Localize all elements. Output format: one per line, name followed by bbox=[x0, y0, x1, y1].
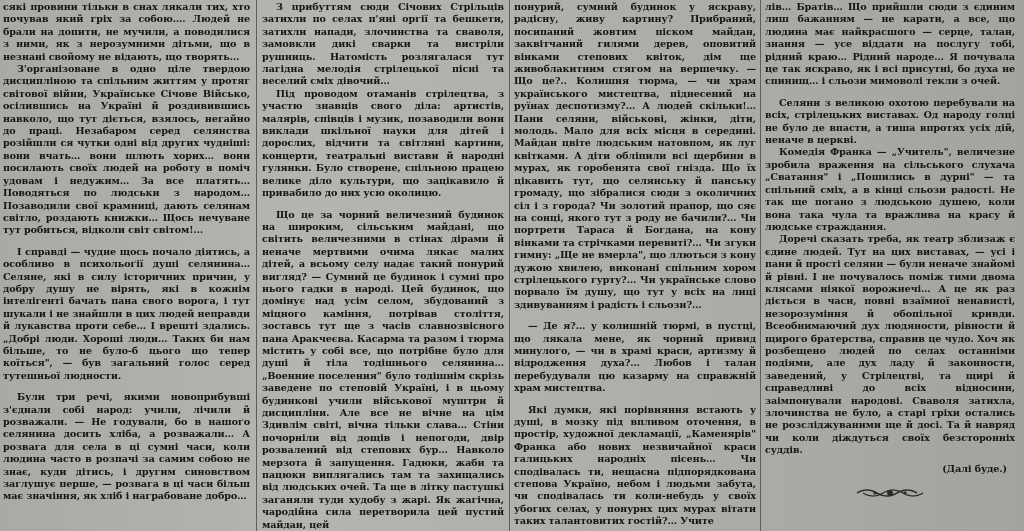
paragraph: — Де я?… у колишній тюрмі, в пустці, що лякала мене, як чорний привид минулого, — чи в храмі краси, артизму й відродження духа?… Любов і талан перебудували цю казарму на справжній храм мистецтва. bbox=[514, 321, 756, 395]
to-be-continued-note: (Далі буде.) bbox=[942, 463, 1007, 475]
paragraph: Комедія Франка — „Учитель", величезне зробила враження на сільського слухача „Сватання" і „Пошились в дурні" — та спільний сміх, а в кінці сльози радості. Не так ще погано з людською душею, коли вона така чула та вражлива на красу й людське страждання. bbox=[765, 147, 1015, 233]
column-3 bbox=[514, 2, 756, 531]
column-divider bbox=[760, 0, 761, 531]
paragraph: Доречі сказать треба, як театр зблизаж є єдине людей. Тут на цих виставах, — усі і пани й прості селяни — були неначе знайомі й рівні. І не почувалось поміж тими двома клясами ніякої ворожнечі… А це як раз діється в часи, повні взаїмної ненависті, незорозуміння й обопільної кривди. Всеобнимаючий дух людяности, рівности й щирого братерства, справив це чудо. Хоч як розбещено людей по селах останніми подіями, але дух ладу й законности, заведений, у Стрілецтві, та щирі й справедливі до всіх відносини, заімпонували народові. Сваволя затихла, злочинства не було, а старі гріхи остались не розсліджуваними ще й досі. Та й навряд чи коли діждуться своїх безсторонніх суддів. bbox=[765, 234, 1015, 457]
column-2 bbox=[262, 2, 504, 531]
paragraph: понурий, сумний будинок у яскраву, радісну, живу картину? Прибраний, посипаний жовтим піском майдан, заквітчаний гилями дерев, оповитий вінками степових квіток, дім ще живоблакитним стягом на вершечку. — Що це?.. Колишня тюрма, — чи храм українського мистецтва, піднесений на руїнах деспотизму?… А людей скільки!… Пани селяни, військові, жінки, діти, молодь. Мало для всіх місця в середині. Майдан цвіте людським натовпом, як луг квітками. А діти обліпили всі щербини в мурах, як горобенята свої гнізда. Що їх цікавить тут, що селянську й панську громаду, що зібралися сюди з околичних сіл і з города? Чи золотий прапор, що сяє на сонці, якого тут з роду не бачили?… Чи портрети Тараса й Богдана, на кону вінками та стрічками перевиті?… Чи згуки гимну: „Ще не вмерла", що ллються з кону дужою хвилею, виконані спільним хором стрілецького гурту?… Чи українське слово порвало їм душу, що тут у всіх на лиці здивуванням і радість і сльози?… bbox=[514, 2, 756, 311]
paragraph: Селяни з великою охотою перебували на всіх, стрілецьких виставах. Од народу голці не було де впасти, а тиша впротях усіх дій, неначе в церкві. bbox=[765, 97, 1015, 147]
paragraph: З'організоване в одно ціле твердою дисципліною та спільним життям у протяг світової війни, Українське Січове Військо, осілившись на Україні й роздивившись навколо, що тут діється, взялось, негайно до праці. Незабаром серед селянства розійшли ся чутки одні від других чудніші: вони вчать… вони шлють хорих… вони посилають своїх людей на роботу в поміч удовам і недужим… За все платять… Поводяться по людськи з народом… Позаводили свої крамниці, дають селянам світло, роздають книжки… Щось нечуване тут робиться, відколи світ світом!... bbox=[3, 64, 250, 237]
column-divider bbox=[256, 0, 257, 531]
paragraph: Під проводом отаманів стрілецтва, з участю знавців свого діла: артистів, малярів, співців і музик, позаводили вони виклади шкільної науки для дітей і дорослих, відчити та світляні картини, концерти, театральні вистави й народні гулянки. Було створене, спільною працею велике діло культури, що зацікавило й привабило до них усю околицю. bbox=[262, 88, 504, 200]
paragraph: Що це за чорний величезний будинок на широким, сільським майдані, що світить величезними в стінах дірами й неначе мертвими очима лякає малих дітей, а всьому селу надає такий понурий вигляд? — Сумний це будинок і сумні про нього гадки в народі. Цей будинок, що домінує над усім селом, збудований з міцного каміння, потрівав століття, зоставсь тут ще з часів славнозвісного пана Аракчеєва. Касарма та разом і тюрма містить у собі все, що потрібне було для душі й тіла тодішнього селянина… „Военние поселения" було тодішнім скрізь заведене по степовій Україні, і в цьому будинкові учили військової муштри й дисципліни. Але все не вічне на цім Здивлім світі, вічна тільки слава… Стіни почорніли від дощів і непогоди, двір розвалений від степових бур… Навколо мерзота й запущення. Гадюки, жаби та пацюки виплягались там та захищались від людських очей. Та ще в літку пастушкі заганяли туди худобу з жарі. Як жагічна, чародійна сила перетворила цей пустий майдан, цей bbox=[262, 209, 504, 531]
paragraph: лів… Братів… Що прийшли сюди з єдиним лиш бажанням — не карати, а все, що людина має найкрасшого — серце, талан, знання — усе віддати на послугу тобі, рідний краю… Рідний народе… Я почувала це так яскраво, як і всі присутні, бо духа не спинищ… і сльози мимоволі текли з очей. bbox=[765, 2, 1015, 88]
ornament-divider-icon bbox=[855, 486, 925, 500]
column-1 bbox=[3, 2, 250, 531]
column-4 bbox=[765, 2, 1015, 531]
paragraph: Були три речі, якими новоприбувші з'єднали собі народ: учили, лічили й розважали. — Не годували, бо в нашоґо селянина досить хліба, а розважали… А розвага для села в ці сумні часи, коли людина часто в розпачі за самим собою не знає, куди дітись, і другим синовством заглушує перше, — розвага в ці часи більш має значіння, як хліб і награбоване добро… bbox=[3, 392, 250, 503]
paragraph: Які думки, які порівняння встають у душі, в мозку під впливом оточення, в простір, художної декламації, „Каменярів" Франка або нових незвичайної краси галицьких народніх пісень… Чи сподівалась ти, нещасна підпорядкована степова Україно, небом і людьми забута, чи сподівалась ти коли-небудь у своїх убогих селах, у понурих цих мурах вітати таких талантовитих гостій?… Учите bbox=[514, 404, 756, 528]
column-divider bbox=[509, 0, 510, 531]
paragraph: З прибуттям сюди Січових Стрільців затихли по селах п'яні оргії та бешкети, затихли напади, злочинства та сваволя, замовкли дикі сварки та вистріли рушниць. Натомість розлягалася тут лагідна мелодія стрілецької пісні та веселий сміх дівочий… bbox=[262, 2, 504, 88]
paragraph: І справді — чудне щось почало діятись, а особливо в психольоґії душі селянина… Селяне, які в силу історичних причин, у добру душу не вірять, які в кожнім інтелігенті бачать пана свого ворога, і тут шукали і не знайшли в цих людей неправди й лукавства проти себе… І врешті здались. „Добрі люди. Хороші люди… Таких би нам більше, то не було-б цього що тепер коїться", — був загальний голос серед тутешньої людности. bbox=[3, 246, 250, 382]
paragraph: сякі провини тільки в снах лякали тих, хто почував який гріх за собою…. Людей не брали на допити, не мучили, а поводилися з ними, як з нерозумними дітьми, що в незнані свойому не відають, що творять... bbox=[3, 2, 250, 63]
